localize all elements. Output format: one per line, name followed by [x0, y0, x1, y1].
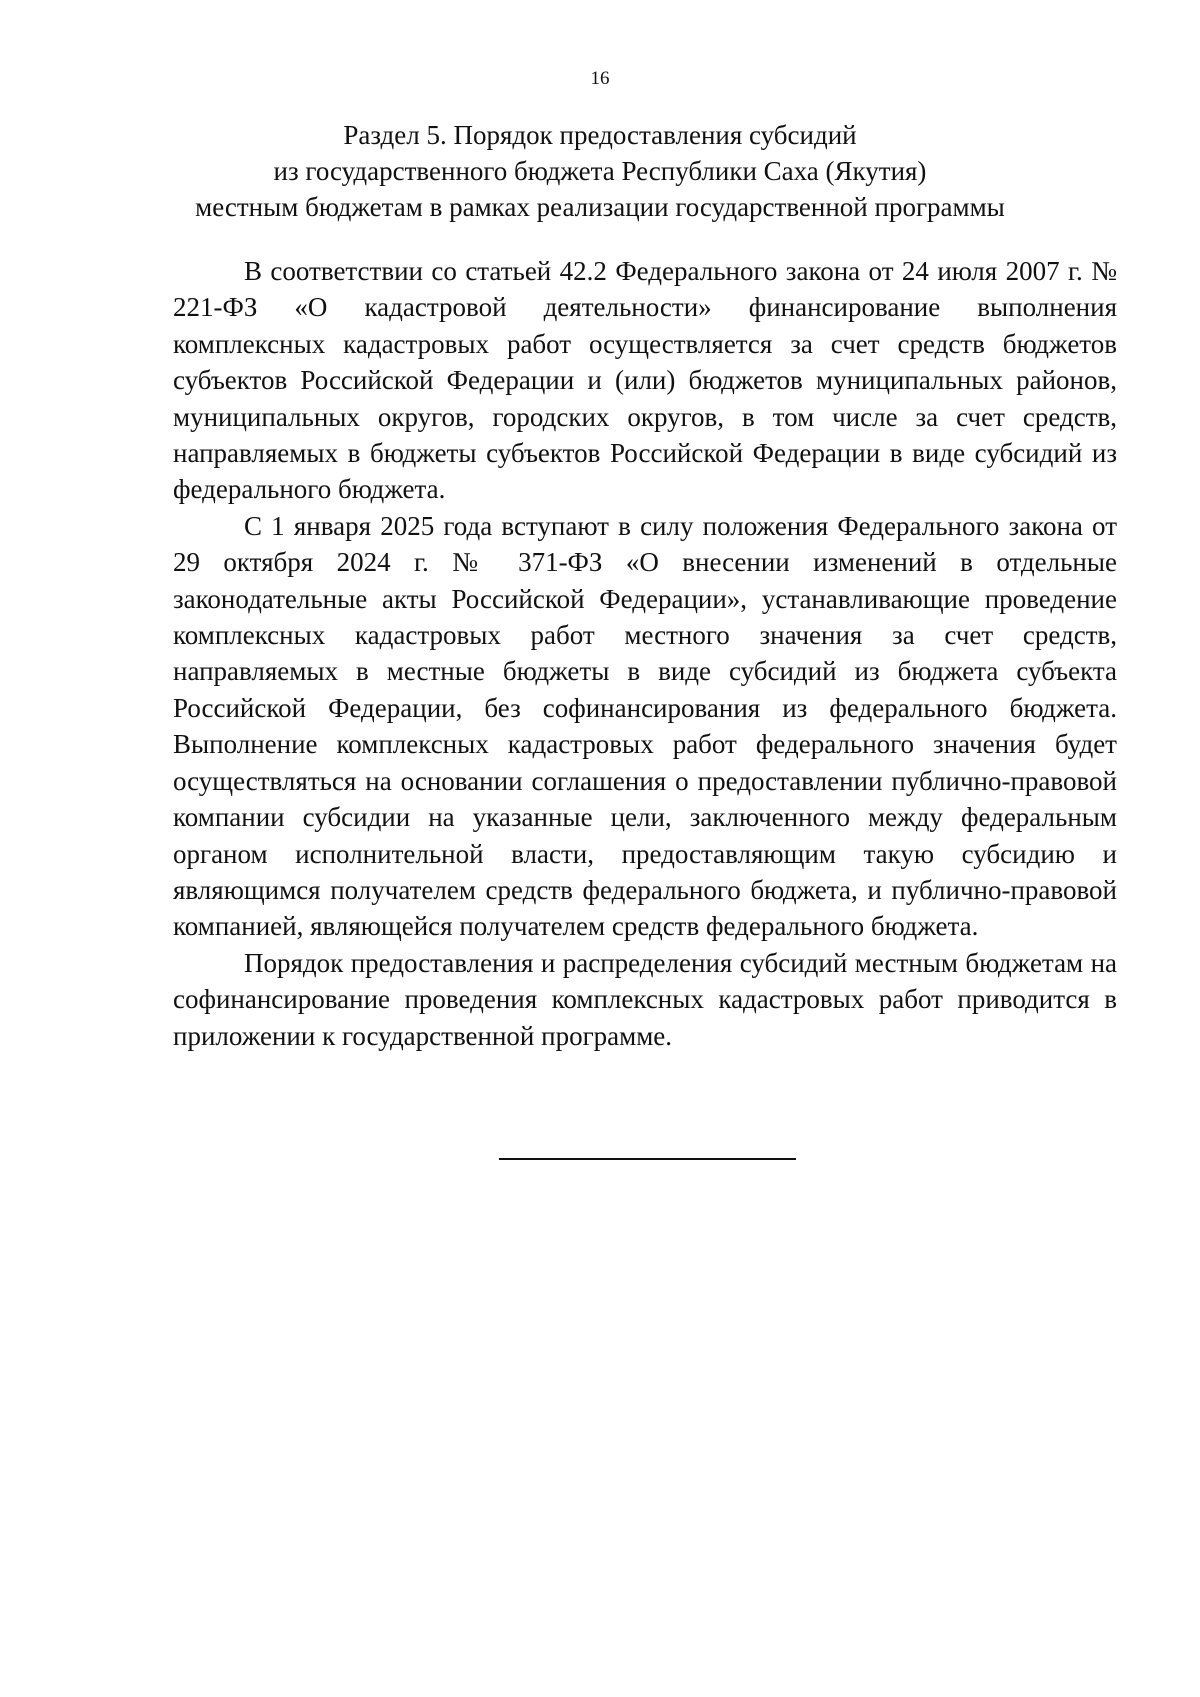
- page-number: 16: [590, 68, 610, 89]
- paragraph-cadastral-financing: В соответствии со статьей 42.2 Федерального закона от 24 июля 2007 г. № 221-ФЗ «О кадастровой деятельности» финансирование выполнения комплексных кадастровых работ осуществляется за счет средств бюджетов субъектов Российской Федерации и (или) бюджетов муниципальных районов, муниципальных округов, городских округов, в том числе за счет средств, направляемых в бюджеты субъектов Российской Федерации в виде субсидий из федерального бюджета.: [173, 256, 1117, 505]
- section-heading: [160, 117, 1040, 225]
- body-text: [173, 253, 1117, 1054]
- section-heading-line: местным бюджетам в рамках реализации государственной программы: [195, 192, 1005, 222]
- section-heading-line: из государственного бюджета Республики Саха (Якутия): [273, 156, 927, 186]
- paragraph-law-371-fz: С 1 января 2025 года вступают в силу положения Федерального закона от 29 октября 2024 г. № 371-ФЗ «О внесении изменений в отдельные законодательные акты Российской Федерации», устанавливающие проведение комплексных кадастровых работ местного значения за счет средств, направляемых в местные бюджеты в виде субсидий из бюджета субъекта Российской Федерации, без софинансирования из федерального бюджета. Выполнение комплексных кадастровых работ федерального значения будет осуществляться на основании соглашения о предоставлении публично-правовой компании субсидии на указанные цели, заключенного между федеральным органом исполнительной власти, предоставляющим такую субсидию и являющимся получателем средств федерального бюджета, и публично-правовой компанией, являющейся получателем средств федерального бюджета.: [173, 510, 1117, 942]
- paragraph-subsidy-procedure: Порядок предоставления и распределения субсидий местным бюджетам на софинансирование проведения комплексных кадастровых работ приводится в приложении к государственной программе.: [173, 947, 1117, 1051]
- end-divider-line: [499, 1158, 796, 1160]
- section-heading-line: Раздел 5. Порядок предоставления субсидий: [343, 120, 857, 150]
